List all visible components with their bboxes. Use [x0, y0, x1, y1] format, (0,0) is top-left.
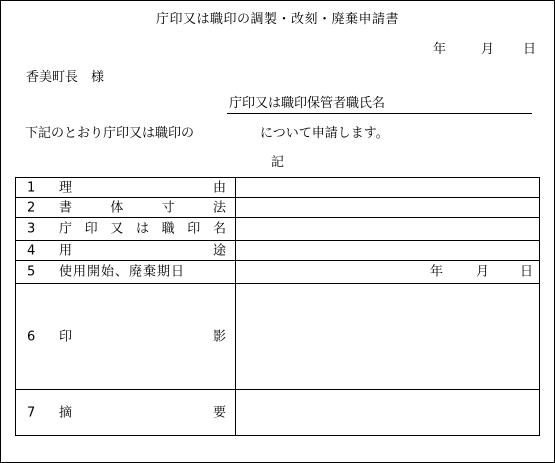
row-label-font-size: [16, 198, 236, 218]
label-char: 法: [212, 200, 226, 215]
label-char: 印: [59, 329, 73, 344]
reason-field[interactable]: [236, 178, 540, 198]
request-text-prefix: 下記のとおり庁印又は職印の: [25, 126, 195, 141]
row-number: 6: [27, 329, 36, 344]
label-char: 書: [59, 200, 73, 215]
label-char: 摘: [59, 405, 73, 420]
row-label-start-disposal-date: [16, 261, 236, 284]
row-number: 5: [27, 264, 36, 280]
table-row: [16, 198, 540, 218]
label-char: 寸: [161, 200, 175, 215]
ki-heading: 記: [271, 155, 285, 170]
row-label-remarks: [16, 390, 236, 436]
label-char: 要: [212, 405, 226, 420]
row-number: 7: [27, 405, 36, 420]
label-char: 由: [212, 180, 226, 195]
purpose-field[interactable]: [236, 241, 540, 261]
date-month-label: 月: [476, 264, 490, 280]
row-label-seal-impression: [16, 284, 236, 390]
row-label-reason: [16, 178, 236, 198]
row-number: 1: [27, 180, 36, 195]
applicant-label: 庁印又は職印保管者職氏名: [229, 96, 386, 111]
label-char: 名: [212, 221, 226, 237]
row-label-text: [59, 181, 226, 194]
date-day-label: 日: [523, 42, 537, 57]
row-label-text: 使用開始、廃棄期日: [59, 264, 186, 280]
row-label-purpose: [16, 241, 236, 261]
date-day-label: 日: [520, 264, 534, 280]
seal-impression-field[interactable]: [236, 284, 540, 390]
row-label-text: [59, 244, 226, 257]
row-label-text: [59, 223, 226, 236]
row-label-text: [59, 330, 226, 343]
label-char: 影: [212, 329, 226, 344]
date-month-label: 月: [481, 42, 495, 57]
addressee: 香美町長 様: [26, 70, 105, 85]
seal-name-field[interactable]: [236, 218, 540, 241]
form-title: 庁印又は職印の調製・改刻・廃棄申請書: [155, 12, 399, 27]
label-char: 途: [212, 243, 226, 258]
table-row: [16, 261, 540, 284]
label-char: は: [135, 221, 149, 237]
label-char: 印: [84, 221, 98, 237]
row-label-text: [59, 406, 226, 419]
remarks-field[interactable]: [236, 390, 540, 436]
row-number: 3: [27, 221, 36, 237]
row-number: 2: [27, 200, 36, 215]
date-year-label: 年: [433, 42, 447, 57]
row-label-seal-name: [16, 218, 236, 241]
date-year-label: 年: [430, 264, 444, 280]
table-row: [16, 284, 540, 390]
table-row: [16, 178, 540, 198]
label-char: 又: [110, 221, 124, 237]
label-char: 庁: [59, 221, 73, 237]
request-text-suffix: について申請します。: [260, 126, 389, 141]
label-char: 職: [161, 221, 175, 237]
row-number: 4: [27, 243, 36, 258]
label-char: 体: [110, 200, 124, 215]
details-table: [15, 177, 540, 436]
label-char: 用: [59, 243, 73, 258]
label-char: 理: [59, 180, 73, 195]
table-row: [16, 218, 540, 241]
font-size-field[interactable]: [236, 198, 540, 218]
applicant-signature-line[interactable]: [227, 113, 532, 114]
table-row: [16, 241, 540, 261]
label-char: 印: [187, 221, 201, 237]
table-row: [16, 390, 540, 436]
row-label-text: [59, 201, 226, 214]
start-disposal-date-field[interactable]: [236, 261, 540, 284]
